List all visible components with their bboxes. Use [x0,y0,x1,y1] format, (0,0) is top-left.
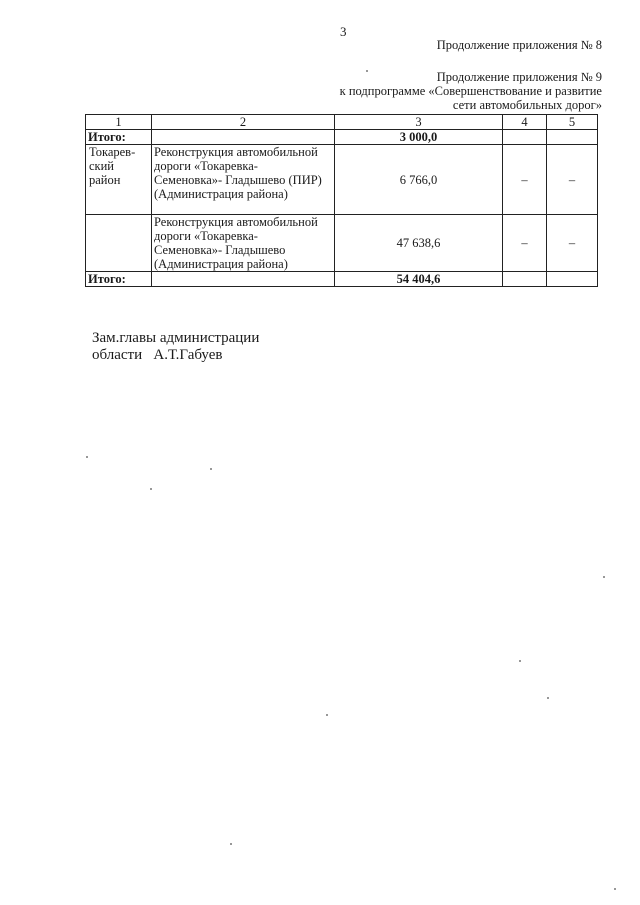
header-cell-3: 3 [335,115,503,130]
description-line: Семеновка»- Гладышево [154,243,286,257]
total-row-1 [86,130,598,145]
col4-cell: – [503,145,547,215]
col5-cell: – [547,215,598,272]
scan-speck [519,660,521,662]
total-empty-cell [503,272,547,287]
signature-title: Зам.главы администрации [92,330,260,346]
scan-speck [614,888,616,890]
district-line: район [89,173,121,187]
appendix-table [85,114,598,287]
district-cell [86,215,152,272]
table-row [86,145,598,215]
col5-cell: – [547,145,598,215]
scan-speck [326,714,328,716]
district-line: Токарев- [89,145,136,159]
signature-region: области [92,347,143,363]
header-cell-4: 4 [503,115,547,130]
total-label: Итого: [86,272,152,287]
total-amount: 3 000,0 [335,130,503,145]
table-header-row [86,115,598,130]
amount-cell: 6 766,0 [335,145,503,215]
description-line: (Администрация района) [154,187,288,201]
district-cell [86,145,152,215]
scan-speck [603,576,605,578]
description-cell [152,215,335,272]
header-cell-2: 2 [152,115,335,130]
amount-cell: 47 638,6 [335,215,503,272]
page-number: 3 [340,24,347,39]
signature-name: А.Т.Габуев [153,347,223,363]
header-cell-5: 5 [547,115,598,130]
total-empty-cell [152,130,335,145]
total-empty-cell [503,130,547,145]
annex-9-line-2: к подпрограмме «Совершенствование и развитие [339,84,602,98]
total-label: Итого: [86,130,152,145]
total-empty-cell [547,272,598,287]
total-empty-cell [547,130,598,145]
scan-speck [547,697,549,699]
annex-9-heading [340,70,602,112]
description-line: Семеновка»- Гладышево (ПИР) [154,173,322,187]
total-empty-cell [152,272,335,287]
annex-9-line-3: сети автомобильных дорог» [452,98,602,112]
description-cell [152,145,335,215]
scan-speck [366,70,368,72]
table-row [86,215,598,272]
scan-speck [230,843,232,845]
signature-block [92,330,259,364]
description-line: Реконструкция автомобильной [154,145,318,159]
description-line: Реконструкция автомобильной [154,215,318,229]
scan-speck [150,488,152,490]
description-line: (Администрация района) [154,257,288,271]
description-line: дороги «Токаревка- [154,229,258,243]
total-amount: 54 404,6 [335,272,503,287]
scan-speck [86,456,88,458]
header-cell-1: 1 [86,115,152,130]
col4-cell: – [503,215,547,272]
district-line: ский [89,159,114,173]
scan-speck [210,468,212,470]
annex-8-heading: Продолжение приложения № 8 [436,38,602,52]
description-line: дороги «Токаревка- [154,159,258,173]
annex-9-line-1: Продолжение приложения № 9 [436,70,602,84]
signature-line-2 [92,347,259,364]
total-row-2 [86,272,598,287]
